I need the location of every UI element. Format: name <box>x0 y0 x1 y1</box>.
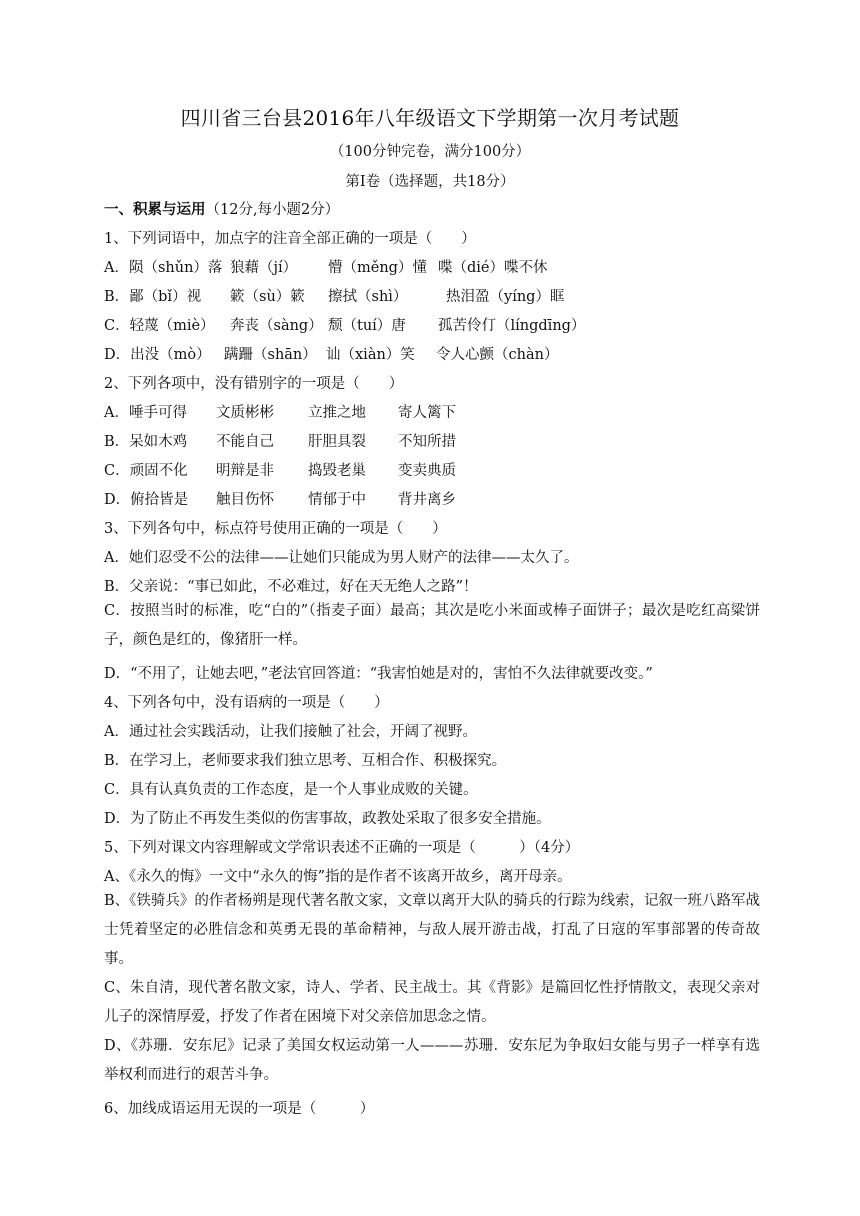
question-5-stem: 5、下列对课文内容理解或文学常识表述不正确的一项是（ ）（4分） <box>104 840 580 856</box>
option-term: 捣毁老巢 <box>308 463 366 479</box>
question-3-stem: 3、下列各句中，标点符号使用正确的一项是（ ） <box>104 521 447 537</box>
option-term: 簌（sù）簌 <box>230 289 305 305</box>
option-term: 孤苦伶仃（língdīng） <box>438 318 586 334</box>
option-term: 狼藉（jí） <box>230 260 298 276</box>
option-term: A．陨（shǔn）落 <box>104 260 223 276</box>
option-term: B．鄙（bǐ）视 <box>104 289 202 305</box>
option-term: 热泪盈（yíng）眶 <box>446 289 565 305</box>
exam-subtitle: （100分钟完卷，满分100分） <box>329 144 531 160</box>
page-title: 四川省三台县2016年八年级语文下学期第一次月考试题 <box>180 106 680 130</box>
question-3-option-d: D．“不用了，让她去吧，”老法官回答道：“我害怕她是对的，害怕不久法律就要改变。” <box>104 666 653 682</box>
option-term: 讪（xiàn）笑 <box>326 347 415 363</box>
question-1-option-a <box>104 256 548 277</box>
option-term: 文质彬彬 <box>216 405 274 421</box>
option-term: 懵（měng）懂 <box>328 260 427 276</box>
question-1-option-c <box>104 314 585 335</box>
option-term: 立推之地 <box>308 405 366 421</box>
option-term: 喋（dié）喋不休 <box>438 260 548 276</box>
question-1-option-b <box>104 285 564 306</box>
volume-heading: 第Ⅰ卷（选择题，共18分） <box>345 174 515 190</box>
section-heading <box>104 198 339 219</box>
question-6-stem: 6、加线成语运用无误的一项是（ ） <box>104 1101 375 1117</box>
option-term: 颓（tuí）唐 <box>328 318 406 334</box>
question-3-option-b: B．父亲说：“事已如此，不必难过，好在天无绝人之路”！ <box>104 579 478 595</box>
option-term: C．轻蔑（miè） <box>104 318 215 334</box>
question-5-option-c: C、朱自清，现代著名散文家，诗人、学者、民主战士。其《背影》是篇回忆性抒情散文，表现父亲对儿子的深情厚爱，抒发了作者在困境下对父亲倍加思念之情。 <box>104 980 760 1025</box>
option-term: D．俯拾皆是 <box>104 492 189 508</box>
question-5-option-a: A、《永久的悔》一文中“永久的悔”指的是作者不该离开故乡，离开母亲。 <box>104 869 572 885</box>
question-4-option-a: A．通过社会实践活动，让我们接触了社会，开阔了视野。 <box>104 724 477 740</box>
option-term: 令人心颤（chàn） <box>436 347 559 363</box>
option-term: D．出没（mò） <box>104 347 211 363</box>
option-term: 触目伤怀 <box>216 492 274 508</box>
question-5-option-d: D、《苏珊．安东尼》记录了美国女权运动第一人———苏珊．安东尼为争取妇女能与男子一样享有选举权利而进行的艰苦斗争。 <box>104 1038 760 1083</box>
option-term: 情郁于中 <box>308 492 366 508</box>
question-1-stem: 1、下列词语中，加点字的注音全部正确的一项是（ ） <box>104 231 476 247</box>
option-term: 奔丧（sàng） <box>230 318 323 334</box>
question-4-stem: 4、下列各句中，没有语病的一项是（ ） <box>104 695 389 711</box>
section-note: （12分,每小题2分） <box>205 202 340 218</box>
question-4-option-d: D．为了防止不再发生类似的伤害事故，政教处采取了很多安全措施。 <box>104 811 551 827</box>
question-5-option-b: B、《铁骑兵》的作者杨朔是现代著名散文家，文章以离开大队的骑兵的行踪为线索，记叙一班八路军战士凭着坚定的必胜信念和英勇无畏的革命精神，与敌人展开游击战，打乱了日寇的军事部署的传奇故事。 <box>104 893 760 967</box>
option-term: B．呆如木鸡 <box>104 434 188 450</box>
option-term: 明辩是非 <box>216 463 274 479</box>
question-2-stem: 2、下列各项中，没有错别字的一项是（ ） <box>104 376 404 392</box>
question-3-option-c: C．按照当时的标准，吃“白的”（指麦子面）最高；其次是吃小米面或棒子面饼子；最次是吃红高粱饼子，颜色是红的，像猪肝一样。 <box>104 603 760 648</box>
option-term: 变卖典质 <box>398 463 456 479</box>
question-2-option-a <box>104 401 456 422</box>
option-term: 蹒跚（shān） <box>224 347 317 363</box>
question-4-option-b: B．在学习上，老师要求我们独立思考、互相合作、积极探究。 <box>104 753 507 769</box>
question-1-option-d <box>104 343 558 364</box>
option-term: A．唾手可得 <box>104 405 187 421</box>
section-title: 一、积累与运用 <box>104 201 206 218</box>
question-2-option-b <box>104 430 456 451</box>
option-term: C．顽固不化 <box>104 463 188 479</box>
option-term: 寄人篱下 <box>398 405 456 421</box>
question-3-option-a: A．她们忍受不公的法律——让她们只能成为男人财产的法律——太久了。 <box>104 550 579 566</box>
option-term: 背井离乡 <box>398 492 456 508</box>
option-term: 擦拭（shì） <box>328 289 408 305</box>
question-2-option-c <box>104 459 456 480</box>
question-4-option-c: C．具有认真负责的工作态度，是一个人事业成败的关键。 <box>104 782 478 798</box>
option-term: 肝胆具裂 <box>308 434 366 450</box>
option-term: 不能自己 <box>216 434 274 450</box>
option-term: 不知所措 <box>398 434 456 450</box>
question-2-option-d <box>104 488 456 509</box>
